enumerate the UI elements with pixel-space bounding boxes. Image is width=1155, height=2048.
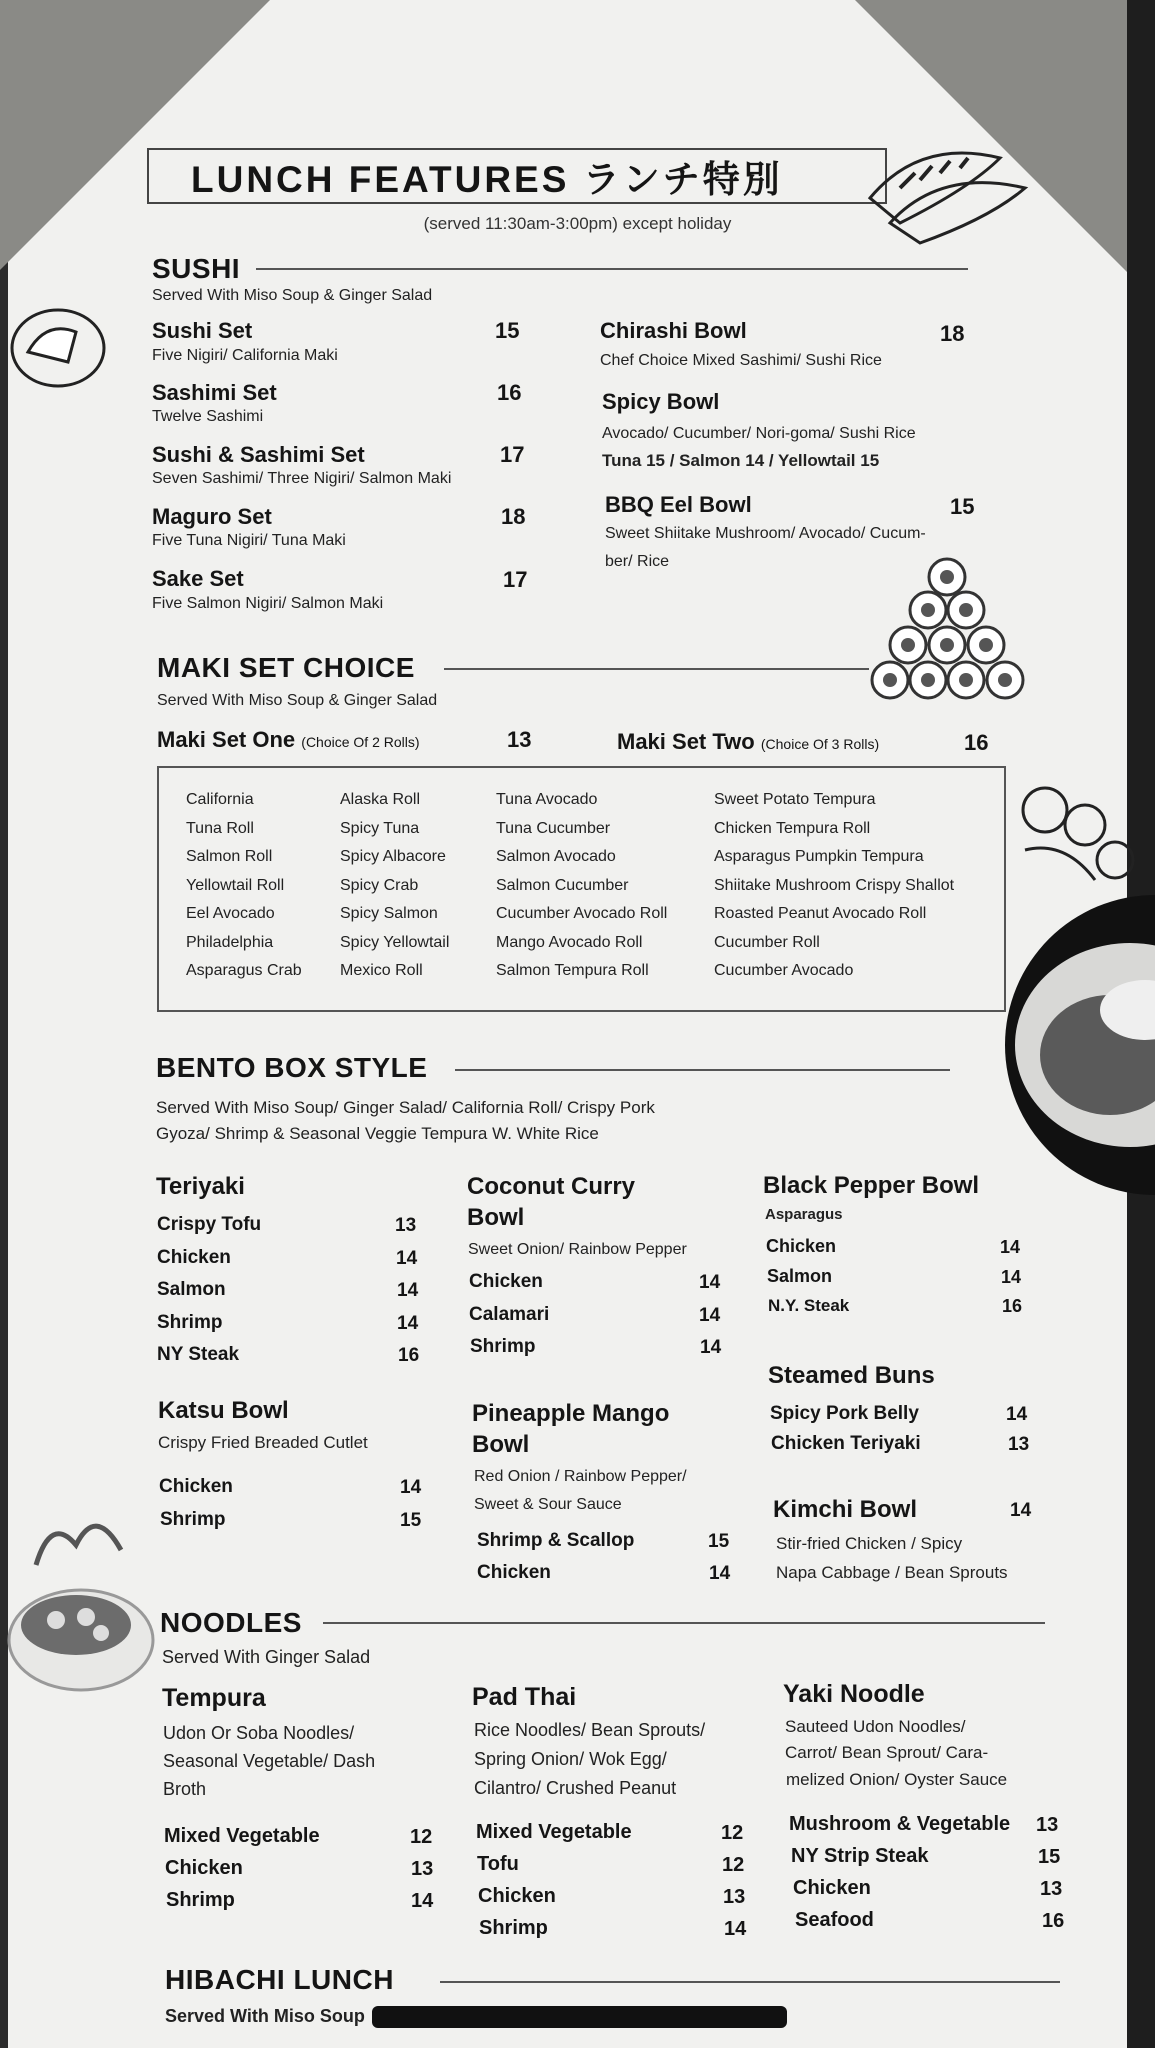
pineapple-mango-desc: Sweet & Sour Sauce (474, 1496, 622, 1513)
katsu-title: Katsu Bowl (158, 1397, 289, 1424)
menu-item-desc: Five Nigiri/ California Maki (152, 347, 338, 364)
list-item: California (186, 791, 254, 808)
bento-divider (455, 1069, 950, 1071)
list-item: Shrimp (157, 1312, 223, 1333)
list-item: Cucumber Avocado (714, 962, 854, 979)
tempura-title: Tempura (162, 1684, 266, 1712)
serving-hours: (served 11:30am-3:00pm) except holiday (423, 214, 732, 233)
pad-thai-desc: Rice Noodles/ Bean Sprouts/ (474, 1720, 706, 1740)
spicy-bowl-prices: Tuna 15 / Salmon 14 / Yellowtail 15 (602, 451, 880, 470)
shrimp-illustration-icon (860, 128, 1040, 248)
menu-item-price: 15 (495, 318, 520, 343)
maki-roll-column-4 (714, 786, 954, 986)
maki-roll-choices-box (157, 766, 1006, 1012)
list-item: Crispy Tofu (157, 1214, 262, 1235)
list-item: Mango Avocado Roll (496, 933, 643, 951)
list-item: Shrimp (160, 1509, 226, 1530)
kimchi-bowl-price: 14 (1010, 1500, 1032, 1521)
coconut-curry-title-line-1: Coconut Curry (467, 1173, 635, 1200)
list-item-price: 14 (1001, 1267, 1022, 1287)
kimchi-bowl-desc: Stir-fried Chicken / Spicy (776, 1534, 963, 1553)
list-item-price: 14 (400, 1477, 422, 1498)
list-item: Seafood (795, 1909, 874, 1931)
list-item-price: 14 (396, 1248, 418, 1269)
list-item: Chicken Tempura Roll (714, 819, 871, 837)
list-item: Chicken (477, 1562, 551, 1583)
menu-item-price: 16 (497, 380, 522, 405)
menu-item-price: 15 (950, 494, 975, 519)
list-item-price: 16 (1002, 1296, 1023, 1316)
menu-item-price: 18 (501, 504, 526, 529)
menu-item-name: Chirashi Bowl (600, 318, 747, 343)
sushi-note: Served With Miso Soup & Ginger Salad (152, 287, 433, 304)
maki-roll-column-2 (340, 786, 449, 986)
bento-heading: BENTO BOX STYLE (156, 1052, 428, 1083)
menu-item-desc: Avocado/ Cucumber/ Nori-goma/ Sushi Rice (602, 425, 916, 442)
list-item-price: 14 (397, 1313, 419, 1334)
menu-item-price: 17 (500, 442, 525, 467)
list-item: Salmon (157, 1279, 226, 1300)
list-item: Tofu (477, 1853, 519, 1875)
hibachi-divider (440, 1981, 1060, 1983)
menu-item-desc: Seven Sashimi/ Three Nigiri/ Salmon Maki (152, 470, 452, 487)
menu-item-name: Sushi & Sashimi Set (152, 442, 365, 467)
list-item: Spicy Salmon (340, 905, 438, 922)
list-item-price: 13 (1036, 1814, 1059, 1836)
list-item: Asparagus Pumpkin Tempura (714, 848, 924, 865)
noodles-heading: NOODLES (160, 1607, 302, 1638)
list-item: Roasted Peanut Avocado Roll (714, 905, 927, 922)
menu-item-name: BBQ Eel Bowl (605, 492, 752, 517)
list-item-price: 14 (411, 1890, 434, 1912)
list-item: Chicken Teriyaki (771, 1433, 921, 1454)
list-item: Chicken (165, 1857, 243, 1879)
list-item: Salmon Roll (186, 848, 273, 865)
maki-note: Served With Miso Soup & Ginger Salad (157, 692, 438, 709)
list-item: Cucumber Avocado Roll (496, 905, 668, 922)
yaki-noodle-desc: melized Onion/ Oyster Sauce (786, 1770, 1008, 1789)
list-item: Eel Avocado (186, 905, 275, 922)
sushi-divider (256, 268, 968, 270)
yaki-noodle-desc: Sauteed Udon Noodles/ (785, 1717, 966, 1736)
list-item-price: 14 (724, 1918, 747, 1940)
list-item: Yellowtail Roll (186, 876, 285, 894)
list-item: Asparagus Crab (186, 962, 302, 979)
black-pepper-desc: Asparagus (765, 1206, 843, 1223)
menu-item-desc: Five Salmon Nigiri/ Salmon Maki (152, 595, 384, 612)
menu-item-desc: Twelve Sashimi (152, 408, 264, 425)
list-item: Mushroom & Vegetable (789, 1813, 1011, 1835)
title-box (147, 148, 887, 204)
hibachi-note: Served With Miso Soup (165, 2006, 365, 2026)
list-item: Cucumber Roll (714, 933, 820, 951)
list-item: Chicken (469, 1271, 543, 1292)
list-item-price: 15 (1038, 1846, 1061, 1868)
maki-set-one (157, 727, 420, 753)
menu-item-name: Spicy Bowl (602, 389, 720, 414)
list-item-price: 12 (721, 1822, 744, 1844)
pad-thai-desc: Spring Onion/ Wok Egg/ (474, 1749, 667, 1769)
list-item: Tuna Roll (186, 819, 254, 837)
list-item: Spicy Pork Belly (770, 1403, 919, 1424)
teriyaki-title: Teriyaki (156, 1173, 245, 1200)
list-item: Mixed Vegetable (476, 1821, 632, 1843)
bento-note-line-1: Served With Miso Soup/ Ginger Salad/ California Roll/ Crispy Pork (156, 1098, 655, 1117)
list-item-price: 14 (397, 1280, 419, 1301)
sushi-rolls-illustration-icon (868, 555, 1048, 710)
list-item: Shrimp (470, 1336, 536, 1357)
maki-set-two (617, 729, 879, 755)
list-item: Shrimp (166, 1889, 235, 1911)
list-item: Spicy Yellowtail (340, 933, 450, 951)
pineapple-mango-desc: Red Onion / Rainbow Pepper/ (474, 1468, 687, 1485)
mushroom-illustration-icon (6, 302, 110, 394)
list-item: Tuna Cucumber (496, 819, 611, 837)
coconut-curry-title-line-2: Bowl (467, 1204, 525, 1231)
coconut-curry-desc: Sweet Onion/ Rainbow Pepper (468, 1241, 687, 1258)
list-item-price: 15 (708, 1531, 730, 1552)
kimchi-bowl-desc: Napa Cabbage / Bean Sprouts (776, 1563, 1008, 1582)
maki-set-two-name: Maki Set Two (617, 729, 755, 754)
menu-item-desc: Sweet Shiitake Mushroom/ Avocado/ Cucum- (605, 525, 926, 542)
maki-roll-column-3 (496, 786, 667, 986)
sushi-heading: SUSHI (152, 253, 241, 284)
list-item: Tuna Avocado (496, 791, 598, 808)
list-item-price: 14 (1000, 1237, 1021, 1257)
menu-item-price: 17 (503, 567, 528, 592)
list-item: Mixed Vegetable (164, 1825, 320, 1847)
menu-item-price: 18 (940, 321, 965, 346)
black-pepper-title: Black Pepper Bowl (763, 1172, 980, 1199)
list-item: Mexico Roll (340, 962, 423, 979)
list-item-price: 14 (699, 1305, 721, 1326)
list-item: Shrimp (479, 1917, 548, 1939)
maki-roll-column-1 (186, 786, 302, 986)
list-item: Sweet Potato Tempura (714, 791, 876, 808)
noodles-note: Served With Ginger Salad (162, 1647, 371, 1667)
bento-note-line-2: Gyoza/ Shrimp & Seasonal Veggie Tempura W. White Rice (156, 1124, 599, 1143)
list-item-price: 13 (411, 1858, 434, 1880)
list-item-price: 13 (1040, 1878, 1063, 1900)
pad-thai-title: Pad Thai (472, 1683, 577, 1711)
yaki-noodle-desc: Carrot/ Bean Sprout/ Cara- (785, 1743, 989, 1762)
list-item: Chicken (766, 1236, 837, 1256)
maki-set-one-price: 13 (507, 727, 532, 752)
list-item: Salmon Cucumber (496, 876, 629, 894)
list-item: Calamari (469, 1304, 550, 1325)
menu-item-desc: Chef Choice Mixed Sashimi/ Sushi Rice (600, 352, 882, 369)
tempura-desc: Udon Or Soba Noodles/ (163, 1723, 355, 1743)
noodles-divider (323, 1622, 1045, 1624)
vegetables-illustration-icon (1015, 780, 1145, 900)
list-item: Spicy Crab (340, 876, 419, 894)
list-item: N.Y. Steak (768, 1296, 850, 1315)
maki-set-two-price: 16 (964, 730, 989, 755)
menu-item-name: Sashimi Set (152, 380, 277, 405)
menu-item-name: Sake Set (152, 566, 244, 591)
list-item: Chicken (159, 1476, 233, 1497)
tempura-desc: Seasonal Vegetable/ Dash (163, 1751, 376, 1771)
list-item-price: 14 (700, 1337, 722, 1358)
page-title: LUNCH FEATURES ランチ特別 (191, 159, 783, 200)
menu-item-desc: ber/ Rice (605, 553, 670, 570)
menu-item-name: Maguro Set (152, 504, 272, 529)
list-item-price: 16 (398, 1345, 420, 1366)
maki-heading: MAKI SET CHOICE (157, 652, 415, 683)
list-item-price: 16 (1042, 1910, 1065, 1932)
redaction-bar (372, 2006, 787, 2028)
list-item-price: 14 (709, 1563, 731, 1584)
list-item: Salmon Tempura Roll (496, 962, 649, 979)
bento-dish-photo-icon (950, 895, 1155, 1195)
salad-bowl-photo-icon (6, 1505, 156, 1725)
list-item: Salmon (767, 1266, 833, 1286)
tempura-desc: Broth (163, 1779, 207, 1799)
list-item: Chicken (157, 1247, 231, 1268)
list-item-price: 13 (395, 1215, 417, 1236)
maki-set-one-name: Maki Set One (157, 727, 296, 752)
list-item: Spicy Tuna (340, 819, 420, 837)
menu-item-desc: Five Tuna Nigiri/ Tuna Maki (152, 532, 346, 549)
yaki-noodle-title: Yaki Noodle (783, 1680, 925, 1708)
list-item-price: 14 (1006, 1404, 1028, 1425)
list-item: NY Strip Steak (791, 1845, 929, 1867)
pad-thai-desc: Cilantro/ Crushed Peanut (474, 1778, 677, 1798)
list-item: Salmon Avocado (496, 848, 616, 865)
list-item-price: 13 (723, 1886, 746, 1908)
list-item: Shrimp & Scallop (477, 1530, 635, 1551)
maki-divider (444, 668, 869, 670)
pineapple-mango-title-line-1: Pineapple Mango (472, 1400, 670, 1427)
steamed-buns-title: Steamed Buns (768, 1362, 935, 1389)
maki-set-one-choice: (Choice Of 2 Rolls) (301, 734, 420, 750)
list-item-price: 14 (699, 1272, 721, 1293)
list-item: Shiitake Mushroom Crispy Shallot (714, 876, 955, 894)
katsu-desc: Crispy Fried Breaded Cutlet (158, 1433, 368, 1452)
list-item-price: 13 (1008, 1434, 1030, 1455)
hibachi-heading: HIBACHI LUNCH (165, 1964, 394, 1995)
kimchi-bowl-title: Kimchi Bowl (773, 1496, 918, 1523)
list-item-price: 15 (400, 1510, 422, 1531)
list-item: Alaska Roll (340, 791, 421, 808)
list-item: Chicken (478, 1885, 556, 1907)
menu-item-name: Sushi Set (152, 318, 253, 343)
maki-set-two-choice: (Choice Of 3 Rolls) (760, 736, 880, 752)
list-item-price: 12 (410, 1826, 433, 1848)
pineapple-mango-title-line-2: Bowl (472, 1431, 530, 1458)
list-item-price: 12 (722, 1854, 745, 1876)
list-item: Philadelphia (186, 933, 274, 951)
list-item: Chicken (793, 1877, 871, 1899)
list-item: Spicy Albacore (340, 848, 446, 865)
list-item: NY Steak (157, 1344, 240, 1365)
